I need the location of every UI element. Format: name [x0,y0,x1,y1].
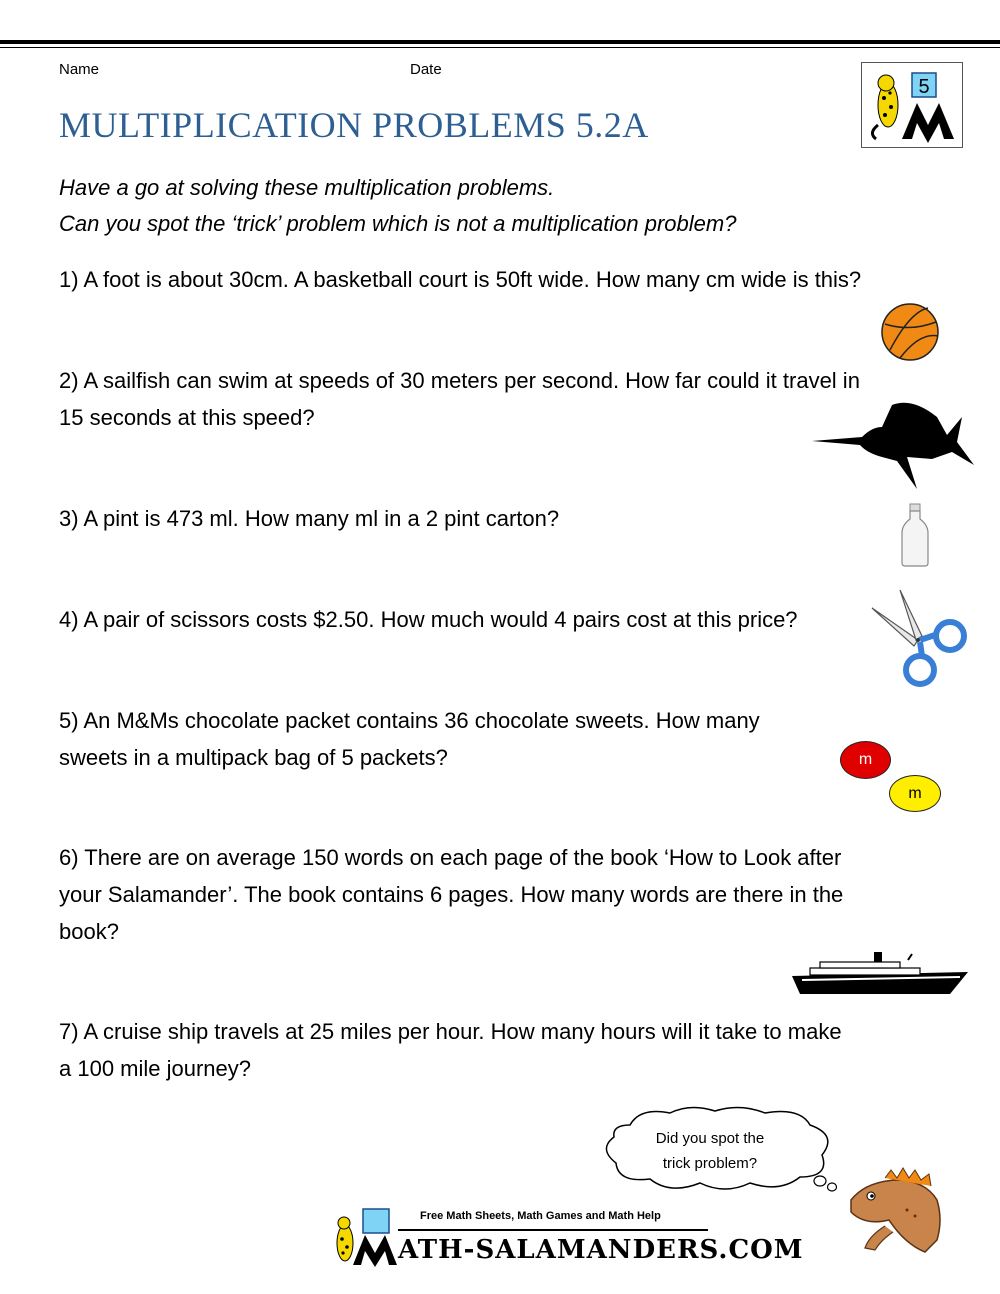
milk-bottle-icon [900,503,930,567]
thought-bubble-text [640,1126,780,1176]
question-1 [59,261,861,298]
logo-number: 5 [918,76,930,98]
date-label: Date [410,61,442,78]
name-label: Name [59,61,100,78]
red-sweet-icon: m [840,741,891,779]
question-line: 7) A cruise ship travels at 25 miles per hour. How many hours will it take to make [59,1019,842,1044]
question-line: a 100 mile journey? [59,1056,252,1081]
bubble-line-1: Did you spot the [655,1130,765,1147]
footer-rule [398,1229,708,1231]
scissors-icon [870,588,970,688]
bubble-line-2: trick problem? [662,1155,758,1172]
question-5 [59,702,760,776]
footer-site-name: ATH-SALAMANDERS.COM [398,1235,804,1265]
basketball-icon [880,302,940,362]
footer-tagline: Free Math Sheets, Math Games and Math Help [420,1210,661,1222]
question-line: 5) An M&Ms chocolate packet contains 36 chocolate sweets. How many [59,708,760,733]
salamander-icon [845,1160,945,1260]
question-3 [59,500,559,537]
footer-salamander-logo-icon [325,1207,400,1267]
yellow-sweet-icon: m [889,775,941,812]
question-line: 4) A pair of scissors costs $2.50. How much would 4 pairs cost at this price? [59,607,798,632]
question-line: your Salamander’. The book contains 6 pages. How many words are there in the [59,882,844,907]
question-line: 2) A sailfish can swim at speeds of 30 meters per second. How far could it travel in [59,368,860,393]
question-line: 15 seconds at this speed? [59,405,315,430]
grade-logo [861,62,963,148]
salamander-logo-icon [862,63,962,147]
question-line: 1) A foot is about 30cm. A basketball court is 50ft wide. How many cm wide is this? [59,267,862,292]
question-7 [59,1013,842,1087]
intro-line-2: Can you spot the ‘trick’ problem which is not a multiplication problem? [59,211,737,236]
question-line: 3) A pint is 473 ml. How many ml in a 2 pint carton? [59,506,560,531]
question-6 [59,839,843,950]
top-rule-thin [0,47,1000,48]
question-4 [59,601,798,638]
question-line: sweets in a multipack bag of 5 packets? [59,745,448,770]
cruise-ship-icon [790,950,970,996]
question-2 [59,362,860,436]
question-line: 6) There are on average 150 words on each page of the book ‘How to Look after [59,845,842,870]
top-rule [0,40,1000,44]
intro-line-1: Have a go at solving these multiplication problems. [59,175,555,200]
question-line: book? [59,919,119,944]
sailfish-icon [812,397,977,492]
page-title: MULTIPLICATION PROBLEMS 5.2A [59,105,649,145]
